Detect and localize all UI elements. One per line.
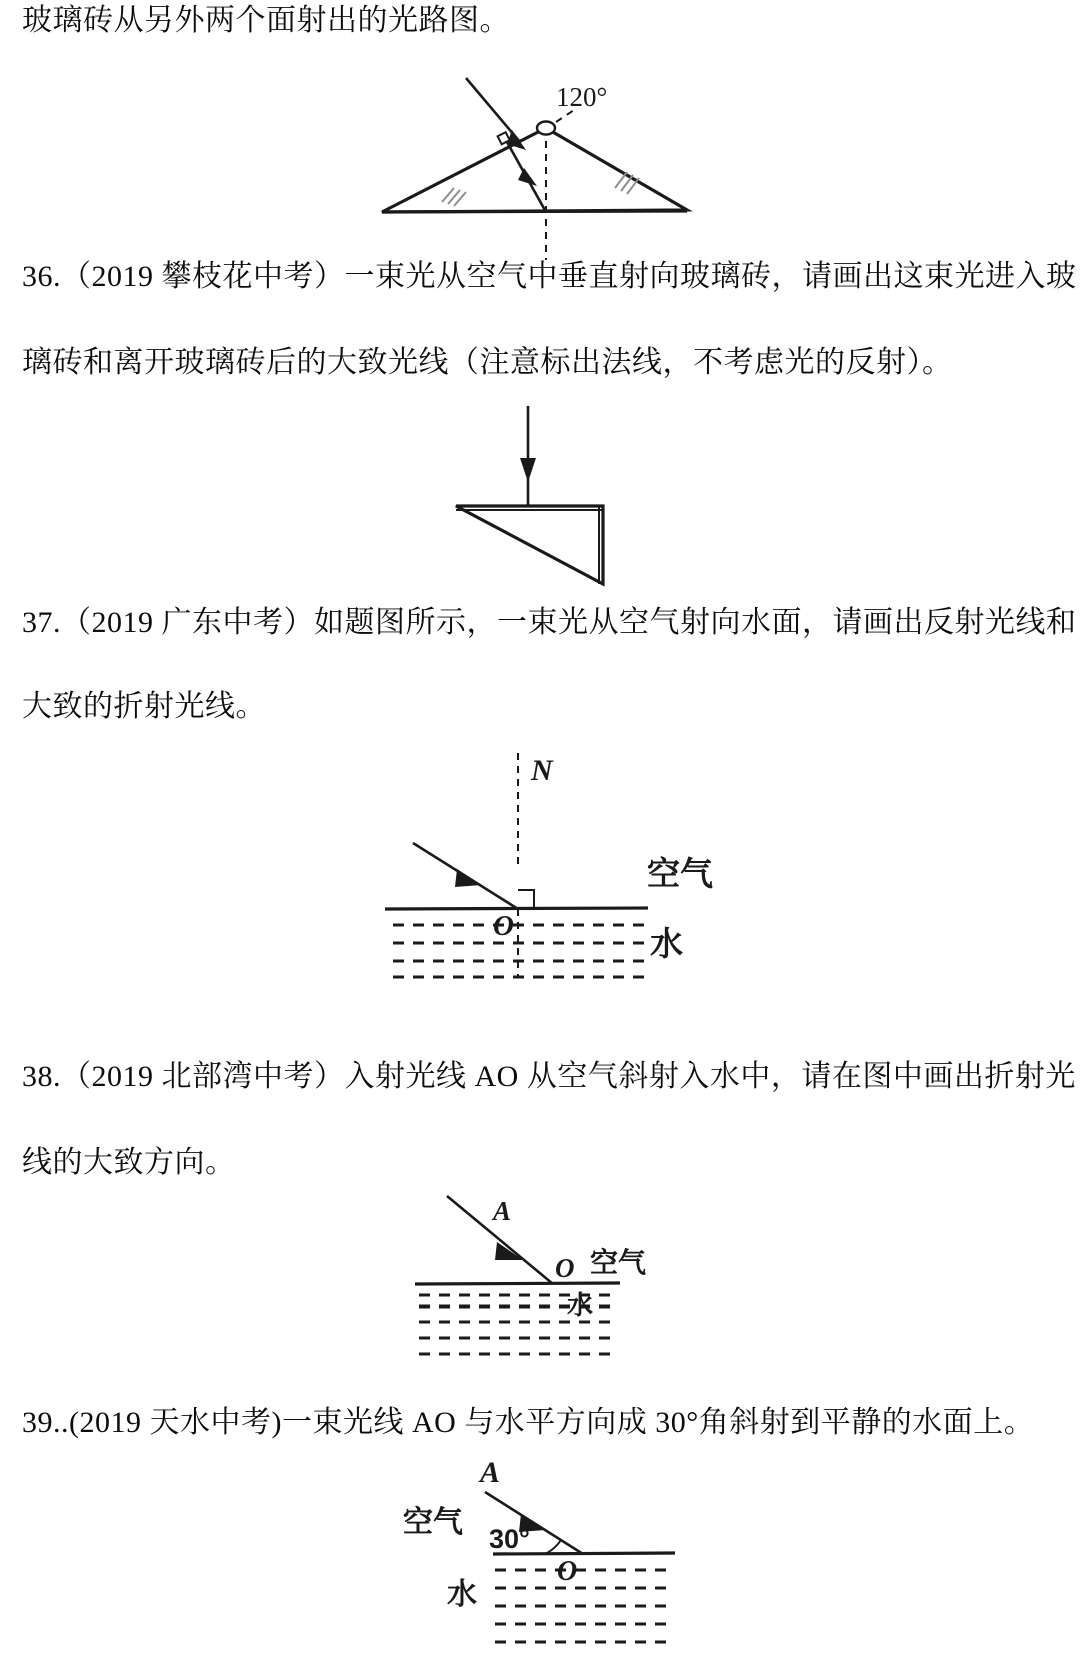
- prism-angle-label: 120°: [556, 82, 608, 112]
- figure-39-origin-label: O: [557, 1556, 578, 1587]
- question-37-line-2: 大致的折射光线。: [22, 690, 266, 723]
- figure-37-air-water-normal: [345, 745, 713, 980]
- figure-39-air-label: 空气: [403, 1506, 463, 1539]
- figure-prism-120deg: [360, 60, 690, 260]
- figure-37-water-label: 水: [650, 925, 683, 962]
- figure-37-origin-label: O: [493, 910, 514, 942]
- figure-39-30deg-ray: [385, 1452, 675, 1660]
- figure-38-origin-label: O: [555, 1253, 575, 1283]
- figure-38-ray-point-label: A: [493, 1196, 512, 1226]
- carryover-text: 玻璃砖从另外两个面射出的光路图。: [22, 4, 510, 37]
- question-36-line-1: 36.（2019 攀枝花中考）一束光从空气中垂直射向玻璃砖，请画出这束光进入玻: [22, 260, 1077, 293]
- figure-37-normal-label: N: [531, 754, 553, 787]
- figure-37-air-label: 空气: [647, 855, 713, 892]
- figure-38-water-label: 水: [567, 1290, 594, 1320]
- figure-38-air-label: 空气: [590, 1247, 647, 1278]
- question-36-line-2: 璃砖和离开玻璃砖后的大致光线（注意标出法线，不考虑光的反射）。: [22, 346, 953, 379]
- question-38-line-2: 线的大致方向。: [22, 1146, 236, 1179]
- figure-38-water-body: [419, 1290, 629, 1362]
- question-37-line-1: 37.（2019 广东中考）如题图所示，一束光从空气射向水面，请画出反射光线和: [22, 606, 1077, 639]
- question-39-line-1: 39..(2019 天水中考)一束光线 AO 与水平方向成 30°角斜射到平静的水面上。: [22, 1406, 1035, 1439]
- figure-36-right-triangle-block: [425, 402, 645, 592]
- figure-38-incident-ray-AO: [405, 1112, 645, 1307]
- figure-39-ray-point-label: A: [480, 1456, 501, 1489]
- question-38-line-1: 38.（2019 北部湾中考）入射光线 AO 从空气斜射入水中，请在图中画出折射光: [22, 1060, 1076, 1093]
- figure-39-angle-label: 30°: [489, 1524, 530, 1554]
- figure-39-water-label: 水: [447, 1578, 477, 1611]
